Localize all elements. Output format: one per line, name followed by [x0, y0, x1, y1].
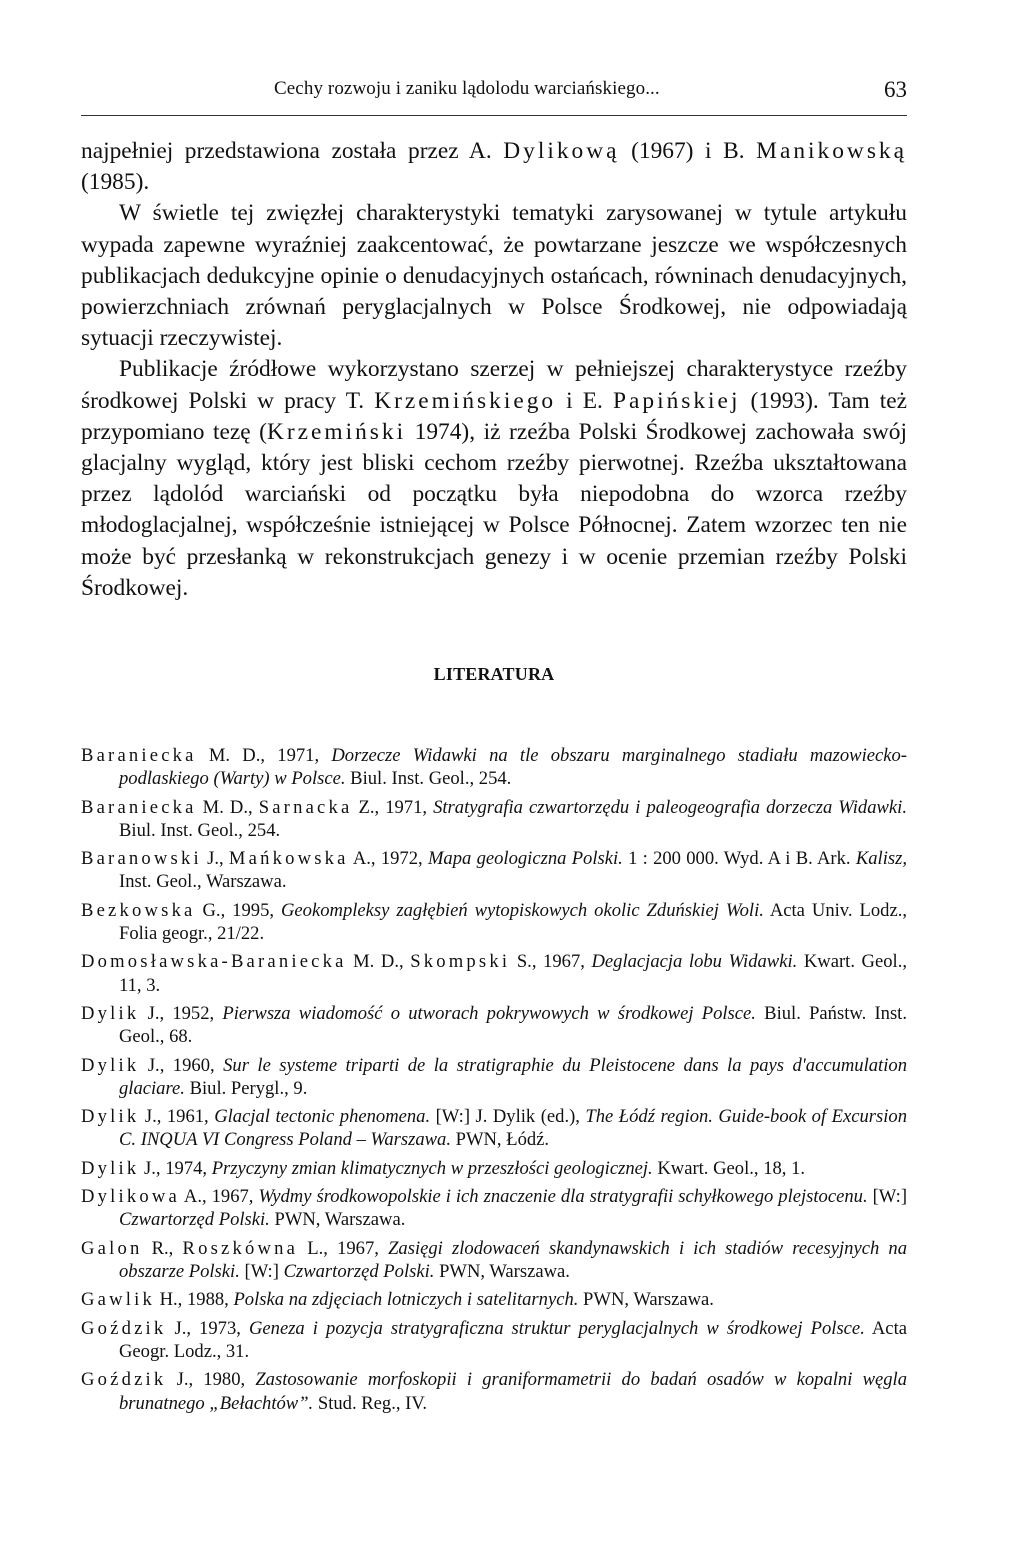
reference-initials: J.: [139, 1157, 156, 1179]
reference-details: Biul. Inst. Geol., 254.: [119, 819, 281, 841]
reference-details: [W:]: [867, 1186, 908, 1208]
reference-author: Baranowski: [81, 848, 202, 870]
author-manikowska: Manikowską: [756, 138, 908, 164]
running-title: Cechy rozwoju i zaniku lądolodu warciańskiego...: [274, 78, 660, 99]
reference-title: Deglacjacja lobu Widawki.: [591, 951, 798, 973]
reference-details: Acta Geogr. Lodz., 31.: [119, 1317, 907, 1362]
reference-item: [81, 1002, 907, 1048]
reference-year: , 1973,: [186, 1317, 249, 1339]
reference-details-2: PWN, Łódź.: [450, 1129, 550, 1151]
reference-author: Baraniecka: [81, 796, 197, 818]
reference-item: [81, 950, 907, 996]
author-krzeminski: Krzemiński: [266, 418, 407, 445]
reference-author: Dylik: [81, 1106, 140, 1128]
reference-author-2: Sarnacka: [258, 796, 353, 818]
reference-details: Kwart. Geol., 11, 3.: [119, 951, 907, 996]
reference-item: [81, 744, 907, 790]
reference-initials: A.: [179, 1186, 202, 1208]
reference-initials: J.,: [201, 848, 229, 870]
paragraph-3: [81, 354, 907, 604]
reference-author: Galon: [81, 1237, 143, 1259]
reference-item: [81, 847, 907, 893]
reference-initials-2: L.: [298, 1237, 324, 1259]
reference-author-2: Mańkowska: [228, 848, 349, 870]
reference-year: , 1971,: [260, 745, 332, 766]
reference-year: , 1974,: [155, 1157, 212, 1179]
p3-text-2: i E.: [556, 387, 613, 414]
reference-title: Polska na zdjęciach lotniczych i satelitarnych.: [233, 1289, 579, 1311]
reference-year: , 1960,: [159, 1054, 224, 1076]
reference-year: , 1952,: [159, 1002, 223, 1024]
reference-author: Bezkowska: [81, 899, 196, 921]
reference-title: Zasięgi zlodowaceń skandynawskich i ich stadiów recesyjnych na obszarze Polski.: [119, 1237, 908, 1282]
reference-title: Pierwsza wiadomość o utworach pokrywowych w środkowej Polsce.: [222, 1002, 756, 1024]
paragraph-1: [81, 136, 907, 198]
author-papinskiej: Papińskiej: [612, 387, 741, 414]
reference-details-2: PWN, Warszawa.: [434, 1260, 570, 1282]
reference-item: [81, 1105, 907, 1151]
reference-title: Sur le systeme triparti de la stratigraphie du Pleistocene dans la pays d'accumulation glaciare.: [119, 1054, 907, 1099]
reference-initials: G.: [195, 899, 221, 921]
reference-details: Biul. Inst. Geol., 254.: [345, 768, 512, 790]
reference-details-2: PWN, Warszawa.: [269, 1209, 406, 1231]
reference-initials: J.: [139, 1054, 160, 1076]
reference-title: Glacjal tectonic phenomena.: [214, 1106, 431, 1128]
reference-title: Przyczyny zmian klimatycznych w przeszłości geologicznej.: [211, 1157, 653, 1179]
reference-initials: J.: [139, 1002, 160, 1024]
reference-initials: M. D.,: [196, 796, 259, 818]
reference-details: Kwart. Geol., 18, 1.: [652, 1157, 806, 1179]
reference-initials: J.: [139, 1106, 157, 1128]
reference-year: , 1971,: [374, 796, 434, 818]
p3-text-3: (1993). Tam też przypomiano tezę (: [81, 387, 907, 445]
reference-item: [81, 1054, 907, 1100]
reference-initials-2: A.: [348, 848, 371, 870]
reference-title-2: Kalisz,: [855, 848, 907, 870]
reference-initials-2: Z.: [352, 796, 375, 818]
reference-author: Baraniecka: [81, 745, 197, 766]
reference-title-2: The Łódź region. Guide-book of Excursion C. INQUA VI Congress Poland – Warszawa.: [119, 1106, 908, 1151]
body-text: [81, 136, 907, 604]
paragraph-2: W świetle tej zwięzłej charakterystyki tematyki zarysowanej w tytule artykułu wypada zapewne wyraźniej zaakcentować, że powtarzane jeszcze we współczesnych publikacjach dedukcyjne opinie o denudacyjnych ostańcach, równinach denudacyjnych, powierzchniach zrównań peryglacjalnych w Polsce Środkowej, nie odpowiadają sytuacji rzeczywistej.: [81, 200, 907, 352]
page-number: 63: [884, 77, 907, 102]
literature-heading: LITERATURA: [433, 664, 555, 684]
reference-author: Dylik: [81, 1054, 140, 1076]
reference-details: Stud. Reg., IV.: [313, 1392, 428, 1414]
author-dylikowa: Dylikową: [503, 138, 620, 164]
reference-author: Dylik: [81, 1002, 140, 1024]
reference-initials-2: S.: [510, 951, 532, 973]
reference-year: , 1967,: [323, 1237, 389, 1259]
reference-item: [81, 796, 907, 842]
reference-year: , 1967,: [531, 951, 592, 973]
reference-author: Goździk: [81, 1317, 167, 1339]
reference-author: Goździk: [81, 1369, 167, 1391]
reference-year: , 1988,: [177, 1289, 234, 1311]
reference-title: Wydmy środkowopolskie i ich znaczenie dla stratygrafii schyłkowego plejstocenu.: [258, 1186, 868, 1208]
p1-text-2: (1967) i B.: [619, 138, 757, 164]
reference-details: [W:] J. Dylik (ed.),: [430, 1106, 586, 1128]
header-rule: [81, 115, 907, 116]
author-krzeminskiego: Krzemińskiego: [374, 387, 557, 414]
reference-item: [81, 1317, 907, 1363]
p3-text-4: 1974), iż rzeźba Polski Środkowej zachowała swój glacjalny wygląd, który jest bliski cechom rzeźby pierwotnej. Rzeźba ukształtowana przez lądolód warciański od początku była niepodobna do wzorca rzeźby młodoglacjalnej, współcześnie istniejącej w Polsce Północnej. Zatem wzorzec ten nie może być przesłanką w rekonstrukcjach genezy i w ocenie przemian rzeźby Polski Środkowej.: [81, 418, 907, 601]
reference-year: , 1995,: [220, 899, 281, 921]
reference-year: , 1967,: [201, 1186, 259, 1208]
reference-list: [81, 744, 907, 1420]
reference-details: 1 : 200 000. Wyd. A i B. Ark.: [622, 848, 856, 870]
reference-author: Dylik: [81, 1157, 140, 1179]
reference-title: Geokompleksy zagłębień wytopiskowych okolic Zduńskiej Woli.: [281, 899, 764, 921]
reference-title: Dorzecze Widawki na tle obszaru marginalnego stadiału mazowiecko-podlaskiego (Warty) w Polsce.: [119, 745, 908, 790]
reference-author-2: Skompski: [410, 951, 511, 973]
reference-item: [81, 1185, 907, 1231]
reference-author: Domosławska-Baraniecka: [81, 951, 347, 973]
reference-initials: J.: [166, 1369, 189, 1391]
reference-title-2: Czwartorzęd Polski.: [119, 1209, 270, 1231]
reference-title-2: Czwartorzęd Polski.: [283, 1260, 435, 1282]
reference-year: , 1980,: [188, 1369, 256, 1391]
p1-text-3: (1985).: [81, 169, 150, 196]
reference-title: Zastosowanie morfoskopii i graniformametrii do badań osadów w kopalni węgla brunatnego „Bełachtów”.: [119, 1369, 907, 1414]
reference-item: [81, 1237, 907, 1283]
p1-text-1: najpełniej przedstawiona została przez A.: [81, 138, 504, 164]
reference-details: Biul. Państw. Inst. Geol., 68.: [119, 1002, 907, 1048]
reference-details: Acta Univ. Lodz., Folia geogr., 21/22.: [119, 899, 908, 944]
reference-item: [81, 1157, 907, 1180]
reference-details: [W:]: [239, 1260, 284, 1282]
reference-year: , 1961,: [156, 1106, 215, 1128]
reference-item: [81, 1368, 907, 1414]
reference-title: Stratygrafia czwartorzędu i paleogeografia dorzecza Widawki.: [433, 796, 907, 818]
reference-details: PWN, Warszawa.: [578, 1289, 714, 1311]
running-header: [81, 78, 907, 112]
reference-item: [81, 1288, 907, 1311]
reference-author: Gawlik: [81, 1289, 155, 1311]
reference-initials: H.: [154, 1289, 178, 1311]
reference-author: Dylikowa: [81, 1186, 180, 1208]
reference-initials: R.,: [142, 1237, 183, 1259]
reference-initials: M. D.,: [346, 951, 411, 973]
reference-year: , 1972,: [370, 848, 428, 870]
reference-title: Geneza i pozycja stratygraficzna struktur peryglacjalnych w środkowej Polsce.: [248, 1317, 865, 1339]
reference-author-2: Roszkówna: [182, 1237, 299, 1259]
reference-title: Mapa geologiczna Polski.: [427, 848, 623, 870]
p3-text-1: Publikacje źródłowe wykorzystano szerzej w pełniejszej charakterystyce rzeźby środkowej Polski w pracy T.: [81, 356, 907, 414]
reference-details-2: Inst. Geol., Warszawa.: [119, 871, 287, 893]
reference-initials: J.: [166, 1317, 187, 1339]
reference-item: [81, 899, 907, 945]
reference-details: Biul. Perygl., 9.: [184, 1077, 308, 1099]
reference-initials: M. D.: [196, 745, 261, 766]
